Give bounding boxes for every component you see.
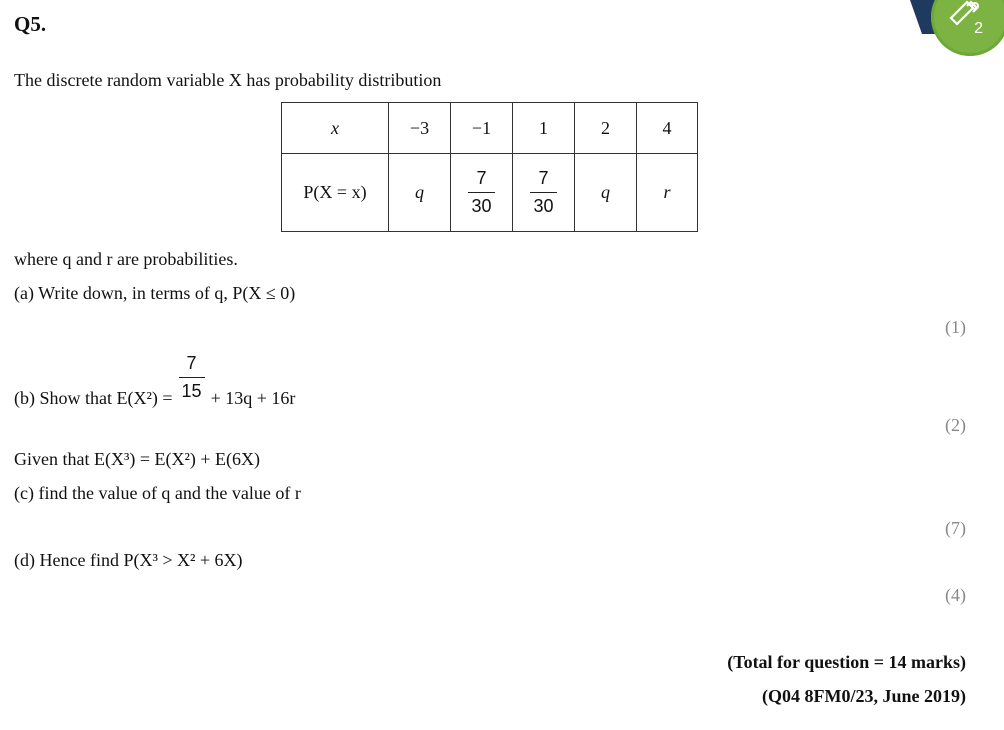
- table-cell: r: [637, 154, 698, 232]
- fraction: $\frac{7}{30}$: [468, 168, 494, 217]
- table-cell: 4: [637, 103, 698, 154]
- pen-badge[interactable]: [931, 0, 1004, 56]
- part-a-text: (a) Write down, in terms of q, P(X ≤ 0): [14, 283, 296, 303]
- annotation-count: 2: [974, 20, 983, 37]
- total-marks: (Total for question = 14 marks): [727, 652, 966, 672]
- table-cell: −1: [451, 103, 513, 154]
- table-header-probability: P(X = x): [282, 154, 389, 232]
- part-c-text: (c) find the value of q and the value of r: [14, 483, 301, 503]
- question-intro: The discrete random variable X has probability distribution: [14, 70, 442, 90]
- where-text: where q and r are probabilities.: [14, 249, 238, 269]
- table-row: [282, 154, 698, 232]
- table-cell: q: [389, 154, 451, 232]
- marks-a: (1): [945, 317, 966, 337]
- fraction: $\frac{7}{15}$: [179, 353, 205, 402]
- fraction: $\frac{7}{30}$: [530, 168, 556, 217]
- part-b-suffix: + 13q + 16r: [210, 388, 296, 408]
- table-cell: q: [575, 154, 637, 232]
- part-b-prefix: (b) Show that E(X²) =: [14, 388, 173, 408]
- table-row: [282, 103, 698, 154]
- question-source: (Q04 8FM0/23, June 2019): [762, 686, 966, 706]
- marks-b: (2): [945, 415, 966, 435]
- given-text: Given that E(X³) = E(X²) + E(6X): [14, 449, 261, 469]
- marks-d: (4): [945, 585, 966, 605]
- probability-table: [281, 102, 698, 232]
- marks-c: (7): [945, 518, 966, 538]
- table-cell: [513, 154, 575, 232]
- part-d-text: (d) Hence find P(X³ > X² + 6X): [14, 550, 243, 570]
- table-header-x: x: [282, 103, 389, 154]
- table-cell: −3: [389, 103, 451, 154]
- table-cell: 1: [513, 103, 575, 154]
- question-number: Q5.: [14, 12, 47, 36]
- table-cell: [451, 154, 513, 232]
- annotation-badge[interactable]: [904, 0, 1004, 80]
- part-b: [14, 346, 295, 409]
- table-cell: 2: [575, 103, 637, 154]
